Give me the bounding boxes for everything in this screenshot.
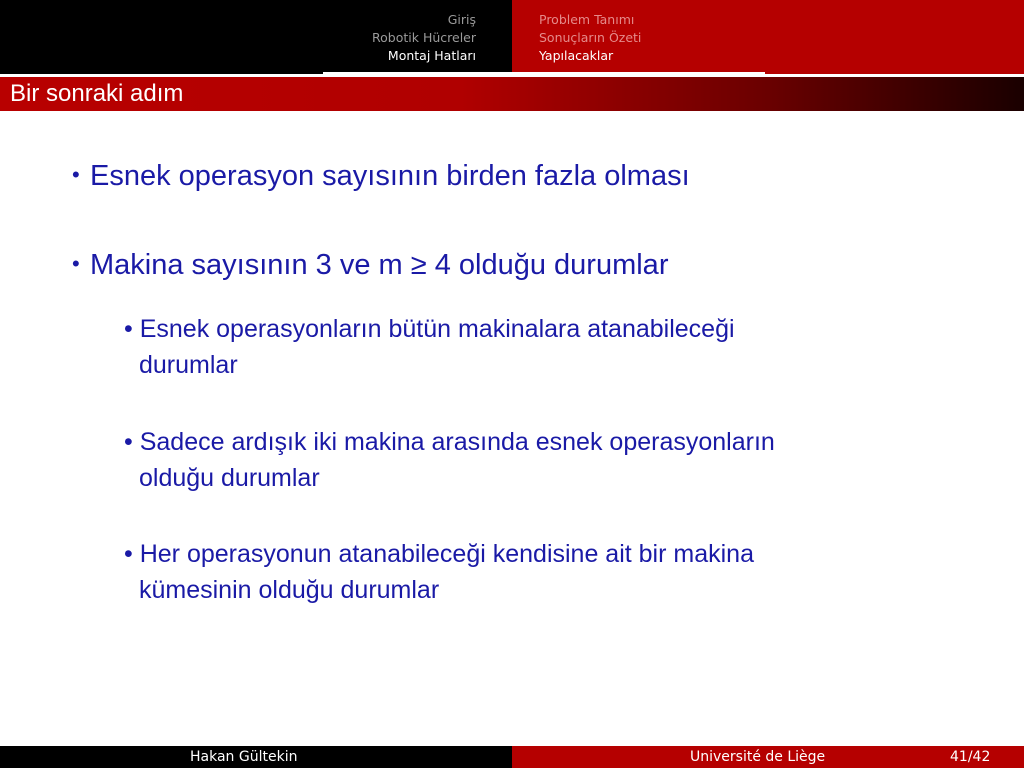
bullet-item-2 bbox=[72, 247, 668, 282]
sub-bullet-item-3 bbox=[124, 536, 754, 608]
sub-bullet-text-line1: Her operasyonun atanabileceği kendisine ait bir makina bbox=[139, 540, 754, 568]
sub-bullet-item-2 bbox=[124, 424, 775, 496]
bullet-marker: • bbox=[72, 162, 80, 187]
title-bar bbox=[0, 77, 1024, 111]
sub-bullet-text-line2: olduğu durumlar bbox=[139, 464, 320, 492]
sub-bullet-marker: • bbox=[124, 315, 133, 343]
slide-title: Bir sonraki adım bbox=[10, 80, 184, 107]
nav-link-montaj-hatlari[interactable]: Montaj Hatları bbox=[387, 48, 476, 63]
sub-bullet-text-line2: kümesinin olduğu durumlar bbox=[139, 576, 440, 604]
footer-institution: Université de Liège bbox=[690, 749, 826, 765]
sub-bullet-text-line2: durumlar bbox=[139, 351, 238, 379]
bullet-marker: • bbox=[72, 251, 80, 276]
footer-author: Hakan Gültekin bbox=[190, 749, 298, 765]
sub-bullet-text-line1: Esnek operasyonların bütün makinalara atanabileceği bbox=[139, 315, 735, 343]
nav-link-robotik-hucreler[interactable]: Robotik Hücreler bbox=[372, 30, 476, 45]
footer-right bbox=[512, 746, 1024, 768]
nav-link-yapilacaklar[interactable]: Yapılacaklar bbox=[539, 48, 614, 63]
page-number: 41/42 bbox=[950, 749, 991, 765]
nav-bar-right bbox=[512, 0, 1024, 74]
nav-subsection-list-right bbox=[539, 11, 641, 65]
nav-divider bbox=[323, 72, 765, 74]
bullet-item-1 bbox=[72, 158, 690, 193]
sub-bullet-text-line1: Sadece ardışık iki makina arasında esnek operasyonların bbox=[139, 428, 775, 456]
bullet-text: Esnek operasyon sayısının birden fazla olması bbox=[90, 160, 690, 192]
nav-link-sonuclarin-ozeti[interactable]: Sonuçların Özeti bbox=[539, 30, 642, 45]
nav-bar-left bbox=[0, 0, 512, 74]
sub-bullet-item-1 bbox=[124, 311, 735, 383]
sub-bullet-marker: • bbox=[124, 540, 133, 568]
bullet-text: Makina sayısının 3 ve m ≥ 4 olduğu durumlar bbox=[90, 249, 669, 281]
sub-bullet-marker: • bbox=[124, 428, 133, 456]
nav-section-list-left bbox=[372, 11, 476, 65]
slide-content bbox=[0, 111, 1024, 744]
nav-link-problem-tanimi[interactable]: Problem Tanımı bbox=[539, 12, 635, 27]
footer-left bbox=[0, 746, 512, 768]
nav-link-giris[interactable]: Giriş bbox=[447, 12, 476, 27]
